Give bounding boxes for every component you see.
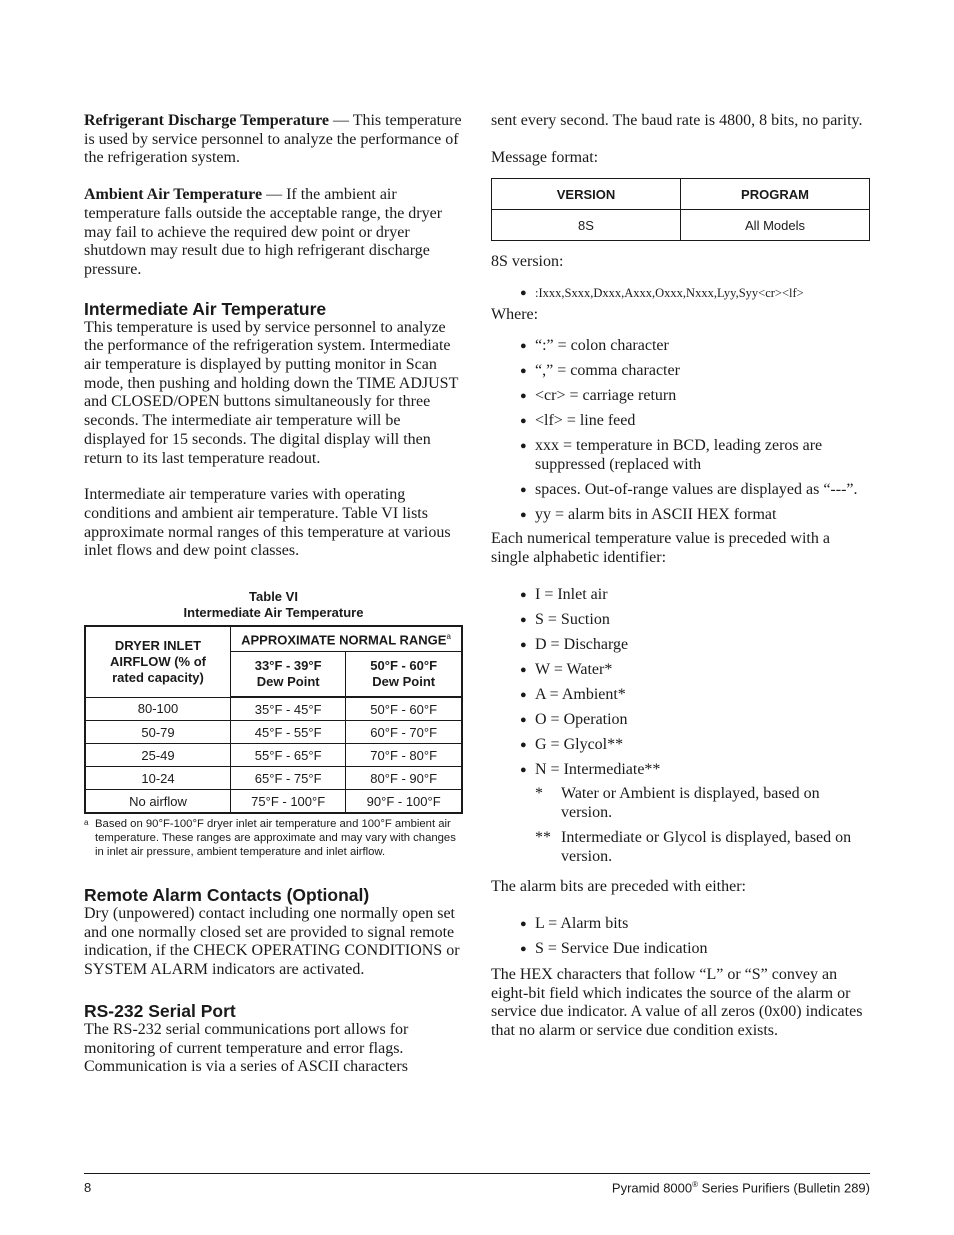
list-item bbox=[520, 361, 870, 381]
bullet-icon: ● bbox=[520, 508, 527, 521]
range-group-header bbox=[231, 626, 463, 652]
note-double-asterisk bbox=[491, 829, 870, 866]
intermediate-temperature-table bbox=[84, 625, 463, 814]
intermediate-heading: Intermediate Air Temperature bbox=[84, 298, 327, 319]
remote-alarm-heading: Remote Alarm Contacts (Optional) bbox=[84, 885, 370, 906]
table-cell: 25-49 bbox=[85, 744, 231, 767]
subheader-33-39-range: 33°F - 39°F bbox=[254, 658, 322, 674]
table-caption-title: Intermediate Air Temperature bbox=[183, 605, 364, 621]
alarm-list bbox=[491, 915, 870, 959]
table-footnote-mark: a bbox=[84, 818, 89, 828]
table-row bbox=[85, 721, 462, 744]
bullet-icon: ● bbox=[520, 364, 527, 377]
registered-mark: ® bbox=[692, 1180, 699, 1189]
format-string-list bbox=[491, 284, 870, 303]
table-cell: 80°F - 90°F bbox=[346, 767, 462, 790]
bullet-icon: ● bbox=[520, 763, 527, 776]
table-cell: No airflow bbox=[85, 790, 231, 814]
table-cell: 10-24 bbox=[85, 767, 231, 790]
bullet-icon: ● bbox=[520, 663, 527, 676]
baud-paragraph: sent every second. The baud rate is 4800, 8 bits, no parity. bbox=[491, 112, 863, 129]
message-format-table bbox=[491, 178, 870, 241]
list-item-text: <cr> = carriage return bbox=[535, 386, 677, 404]
version-header: VERSION bbox=[492, 179, 681, 210]
list-item-text: N = Intermediate** bbox=[535, 760, 661, 778]
table-row bbox=[85, 767, 462, 790]
subheader-33-39-label: Dew Point bbox=[256, 674, 320, 690]
identifier-paragraph: Each numerical temperature value is preceded with a single alphabetic identifier: bbox=[491, 530, 830, 566]
bullet-icon: ● bbox=[520, 339, 527, 352]
list-item bbox=[520, 585, 870, 605]
refrigerant-paragraph bbox=[84, 112, 463, 168]
list-item bbox=[520, 635, 870, 655]
table-cell: 50°F - 60°F bbox=[346, 697, 462, 721]
list-item bbox=[520, 660, 870, 680]
version-label: 8S version: bbox=[491, 253, 564, 271]
list-item bbox=[520, 336, 870, 356]
refrigerant-term: Refrigerant Discharge Temperature bbox=[84, 112, 329, 129]
table-caption bbox=[84, 589, 463, 621]
bullet-icon: ● bbox=[520, 638, 527, 651]
where-list bbox=[491, 337, 870, 524]
table-caption-number: Table VI bbox=[249, 589, 298, 605]
footer-title-product: Pyramid 8000 bbox=[611, 1180, 693, 1196]
refrigerant-text: — This temperature is used by service personnel to analyze the performance of the refrigeration system. bbox=[84, 112, 462, 167]
bullet-icon: ● bbox=[520, 918, 527, 931]
list-item-text: W = Water* bbox=[535, 660, 613, 678]
table-footnote bbox=[84, 817, 463, 859]
list-item-text: “,” = comma character bbox=[535, 361, 680, 379]
version-cell: 8S bbox=[492, 210, 681, 241]
rs232-heading: RS-232 Serial Port bbox=[84, 1000, 236, 1021]
table-cell: 75°F - 100°F bbox=[231, 790, 346, 814]
note-text: Intermediate or Glycol is displayed, based on version. bbox=[561, 829, 852, 865]
message-format-label: Message format: bbox=[491, 148, 599, 166]
hex-paragraph: The HEX characters that follow “L” or “S” convey an eight-bit field which indicates the source of the alarm or service due indicator. A value of all zeros (0x00) indicates that no alarm or service due condition exists. bbox=[491, 965, 863, 1039]
bullet-icon: ● bbox=[520, 713, 527, 726]
remote-alarm-paragraph: Dry (unpowered) contact including one normally open set and one normally closed set are provided to signal remote indication, if the CHECK OPERATING CONDITIONS or SYSTEM ALARM indicators are activated. bbox=[84, 905, 460, 979]
list-item-text: yy = alarm bits in ASCII HEX format bbox=[535, 505, 777, 523]
list-item-text: D = Discharge bbox=[535, 635, 629, 653]
ambient-text: — If the ambient air temperature falls outside the acceptable range, the dryer may fail to achieve the required dew point or dryer shutdown may result due to high refrigerant discharge pressure. bbox=[84, 186, 443, 278]
bullet-icon: ● bbox=[520, 688, 527, 701]
table-cell: 65°F - 75°F bbox=[231, 767, 346, 790]
list-item-text: O = Operation bbox=[535, 710, 628, 728]
table-row bbox=[492, 210, 870, 241]
list-item-text: S = Suction bbox=[535, 610, 610, 628]
note-mark: ** bbox=[535, 829, 551, 847]
subheader-50-60-label: Dew Point bbox=[372, 674, 436, 690]
page-number: 8 bbox=[84, 1180, 92, 1195]
table-cell: 35°F - 45°F bbox=[231, 697, 346, 721]
table-row bbox=[85, 697, 462, 721]
bullet-icon: ● bbox=[520, 738, 527, 751]
list-item bbox=[520, 411, 870, 431]
identifier-list bbox=[491, 586, 870, 780]
table-footnote-text: Based on 90°F-100°F dryer inlet air temperature and 100°F ambient air temperature. These ranges are approximate and may vary with changes in inlet air pressure, ambient temperature and inlet airflow. bbox=[95, 818, 456, 859]
list-item bbox=[520, 915, 870, 934]
bullet-icon: ● bbox=[520, 287, 527, 300]
note-mark: * bbox=[535, 785, 543, 803]
bullet-icon: ● bbox=[520, 439, 527, 452]
bullet-icon: ● bbox=[520, 588, 527, 601]
table-row bbox=[85, 744, 462, 767]
program-cell: All Models bbox=[681, 210, 870, 241]
list-item bbox=[520, 610, 870, 630]
rs232-paragraph: The RS-232 serial communications port allows for monitoring of current temperature and error flags. Communication is via a series of ASCII characters bbox=[84, 1020, 409, 1076]
bullet-icon: ● bbox=[520, 943, 527, 956]
list-item-text: I = Inlet air bbox=[535, 585, 608, 603]
right-column bbox=[491, 112, 870, 1041]
format-string: :Ixxx,Sxxx,Dxxx,Axxx,Oxxx,Nxxx,Lyy,Syy<cr><lf> bbox=[535, 286, 804, 301]
subheader-50-60-range: 50°F - 60°F bbox=[370, 658, 438, 674]
ambient-paragraph bbox=[84, 186, 463, 280]
alarm-bits-paragraph: The alarm bits are preceded with either: bbox=[491, 878, 746, 896]
list-item bbox=[520, 386, 870, 406]
list-item-text: spaces. Out-of-range values are displayed as “---”. bbox=[535, 480, 858, 498]
range-group-label: APPROXIMATE NORMAL RANGE bbox=[241, 632, 447, 648]
list-item-text: A = Ambient* bbox=[535, 685, 626, 703]
list-item bbox=[520, 436, 870, 474]
table-cell: 70°F - 80°F bbox=[346, 744, 462, 767]
list-item bbox=[520, 480, 870, 500]
list-item bbox=[520, 710, 870, 730]
list-item bbox=[520, 505, 870, 525]
intermediate-paragraph-2: Intermediate air temperature varies with operating conditions and ambient air temperature. Table VI lists approximate normal ranges of this temperature at various inlet flows and dew point classes. bbox=[84, 486, 451, 560]
bullet-icon: ● bbox=[520, 389, 527, 402]
footer-title bbox=[612, 1180, 870, 1195]
list-item-text: L = Alarm bits bbox=[535, 915, 629, 933]
footer-title-rest: Series Purifiers (Bulletin 289) bbox=[698, 1180, 870, 1196]
ambient-term: Ambient Air Temperature bbox=[84, 186, 263, 204]
table-cell: 45°F - 55°F bbox=[231, 721, 346, 744]
note-text: Water or Ambient is displayed, based on version. bbox=[561, 785, 820, 822]
table-row bbox=[85, 790, 462, 814]
col-airflow-header: DRYER INLET AIRFLOW (% of rated capacity) bbox=[85, 626, 231, 697]
list-item-text: <lf> = line feed bbox=[535, 411, 636, 429]
list-item bbox=[520, 940, 870, 959]
bullet-icon: ● bbox=[520, 613, 527, 626]
list-item bbox=[520, 284, 870, 303]
table-cell: 90°F - 100°F bbox=[346, 790, 462, 814]
list-item bbox=[520, 735, 870, 755]
list-item-text: xxx = temperature in BCD, leading zeros are suppressed (replaced with bbox=[535, 436, 823, 473]
table-cell: 80-100 bbox=[85, 697, 231, 721]
bullet-icon: ● bbox=[520, 414, 527, 427]
list-item bbox=[520, 760, 870, 780]
table-cell: 55°F - 65°F bbox=[231, 744, 346, 767]
left-column bbox=[84, 112, 463, 1077]
range-footnote-mark: a bbox=[446, 632, 451, 642]
note-single-asterisk bbox=[491, 785, 870, 822]
list-item-text: S = Service Due indication bbox=[535, 940, 708, 958]
table-cell: 50-79 bbox=[85, 721, 231, 744]
subheader-33-39 bbox=[231, 652, 346, 698]
list-item-text: “:” = colon character bbox=[535, 336, 669, 354]
footer-rule bbox=[84, 1173, 870, 1174]
list-item-text: G = Glycol** bbox=[535, 735, 624, 753]
where-label: Where: bbox=[491, 306, 539, 324]
list-item bbox=[520, 685, 870, 705]
table-cell: 60°F - 70°F bbox=[346, 721, 462, 744]
intermediate-paragraph-1: This temperature is used by service personnel to analyze the performance of the refrigeration system. Intermediate air temperature is displayed by putting monitor in Scan mode, then pushing and holding down the TIME ADJUST and CLOSED/OPEN buttons simultaneously for three seconds. The intermediate air temperature will be displayed for 15 seconds. The digital display will then return to its last temperature readout. bbox=[84, 318, 459, 467]
subheader-50-60 bbox=[346, 652, 462, 698]
program-header: PROGRAM bbox=[681, 179, 870, 210]
bullet-icon: ● bbox=[520, 483, 527, 496]
